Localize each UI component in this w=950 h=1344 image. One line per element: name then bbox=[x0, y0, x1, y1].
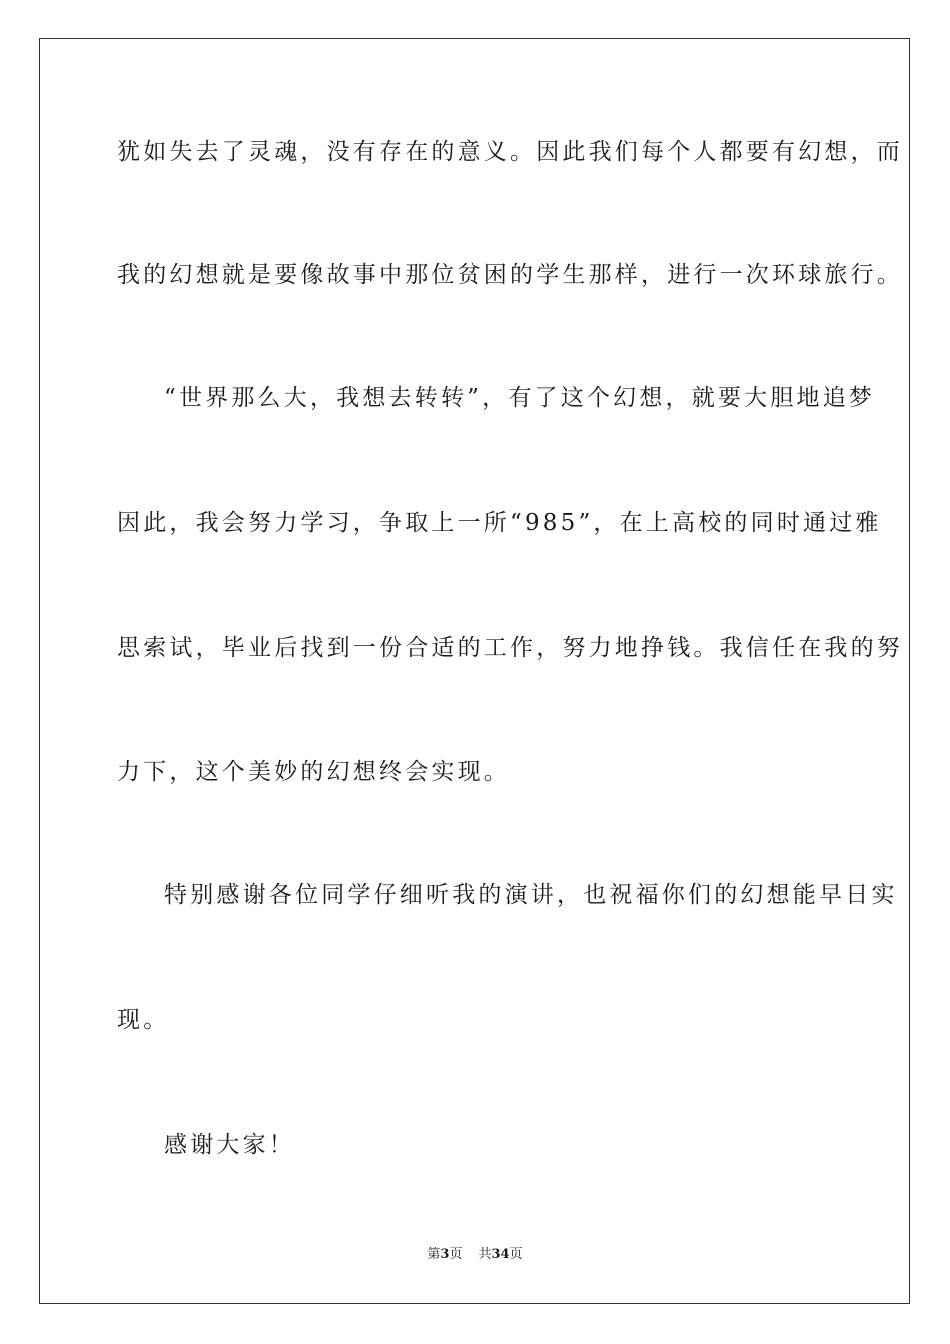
body-line-4: 因此，我会努力学习，争取上一所“985”，在上高校的同时通过雅 bbox=[117, 510, 882, 536]
body-line-8: 现。 bbox=[117, 1007, 170, 1033]
total-prefix: 共 bbox=[478, 1247, 492, 1262]
body-line-5: 思索试，毕业后找到一份合适的工作，努力地挣钱。我信任在我的努 bbox=[117, 635, 903, 661]
total-pages: 34 bbox=[491, 1247, 510, 1262]
body-line-3: “世界那么大，我想去转转”，有了这个幻想，就要大胆地追梦 bbox=[164, 385, 876, 411]
body-line-6: 力下，这个美妙的幻想终会实现。 bbox=[117, 759, 510, 785]
body-line-2: 我的幻想就是要像故事中那位贫困的学生那样，进行一次环球旅行。 bbox=[117, 262, 903, 288]
body-line-7: 特别感谢各位同学仔细听我的演讲，也祝福你们的幻想能早日实 bbox=[164, 882, 898, 908]
page-suffix: 页 bbox=[449, 1247, 463, 1262]
page-prefix: 第 bbox=[427, 1247, 441, 1262]
total-suffix: 页 bbox=[509, 1247, 523, 1262]
body-line-1: 犹如失去了灵魂，没有存在的意义。因此我们每个人都要有幻想，而 bbox=[117, 139, 903, 165]
body-line-9: 感谢大家！ bbox=[164, 1132, 295, 1158]
page-border bbox=[39, 38, 910, 1304]
page-number: 3 bbox=[440, 1247, 450, 1262]
page-footer bbox=[0, 1246, 950, 1264]
